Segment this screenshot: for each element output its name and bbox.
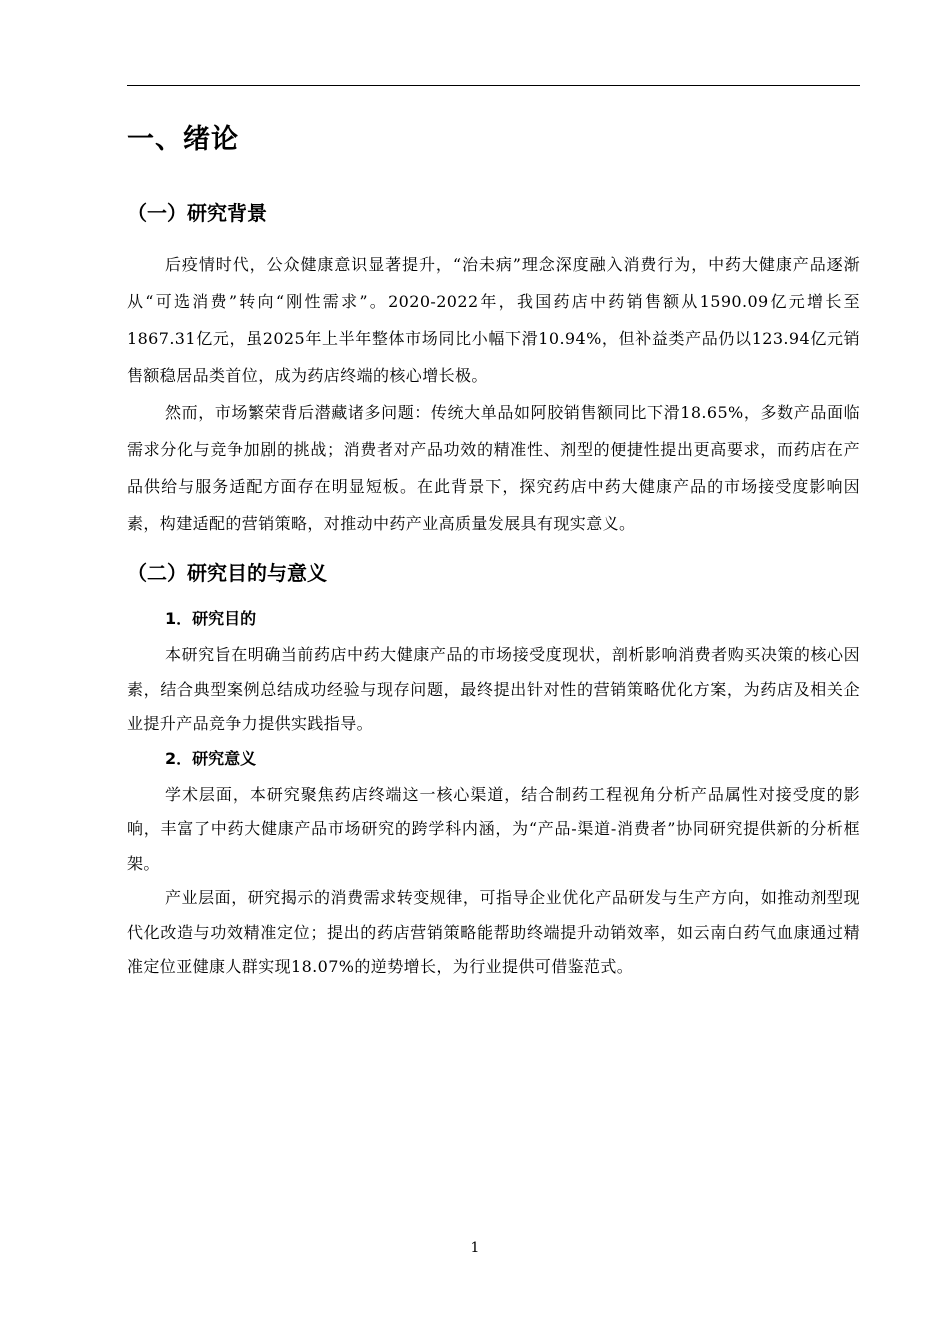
significance-paragraph-academic: 学术层面，本研究聚焦药店终端这一核心渠道，结合制药工程视角分析产品属性对接受度的影响，丰富了中药大健康产品市场研究的跨学科内涵，为“产品-渠道-消费者”协同研究提供新的分析框架。	[127, 784, 860, 873]
section-heading-background: （一）研究背景	[127, 201, 267, 225]
subsection-heading-purpose: 1．研究目的	[165, 609, 257, 628]
purpose-paragraph: 本研究旨在明确当前药店中药大健康产品的市场接受度现状，剖析影响消费者购买决策的核心因素，结合典型案例总结成功经验与现存问题，最终提出针对性的营销策略优化方案，为药店及相关企业提升产品竞争力提供实践指导。	[127, 645, 860, 733]
section-heading-purpose-significance: （二）研究目的与意义	[127, 561, 327, 585]
significance-paragraph-industry: 产业层面，研究揭示的消费需求转变规律，可指导企业优化产品研发与生产方向，如推动剂型现代化改造与功效精准定位；提出的药店营销策略能帮助终端提升动销效率，如云南白药气血康通过精准定位亚健康人群实现18.07%的逆势增长，为行业提供可借鉴范式。	[127, 888, 860, 976]
page-number: 1	[470, 1240, 480, 1256]
subsection-heading-significance: 2．研究意义	[165, 748, 257, 768]
header-rule	[127, 85, 860, 86]
background-paragraph-2: 然而，市场繁荣背后潜藏诸多问题：传统大单品如阿胶销售额同比下滑18.65%，多数产品面临需求分化与竞争加剧的挑战；消费者对产品功效的精准性、剂型的便捷性提出更高要求，而药店在产品供给与服务适配方面存在明显短板。在此背景下，探究药店中药大健康产品的市场接受度影响因素，构建适配的营销策略，对推动中药产业高质量发展具有现实意义。	[127, 403, 860, 533]
page-content	[127, 118, 860, 985]
chapter-title: 一、绪论	[127, 124, 239, 155]
background-paragraph-1: 后疫情时代，公众健康意识显著提升，“治未病”理念深度融入消费行为，中药大健康产品逐渐从“可选消费”转向“刚性需求”。2020-2022年，我国药店中药销售额从1590.09亿元增长至1867.31亿元，虽2025年上半年整体市场同比小幅下滑10.94%，但补益类产品仍以123.94亿元销售额稳居品类首位，成为药店终端的核心增长极。	[127, 255, 860, 385]
